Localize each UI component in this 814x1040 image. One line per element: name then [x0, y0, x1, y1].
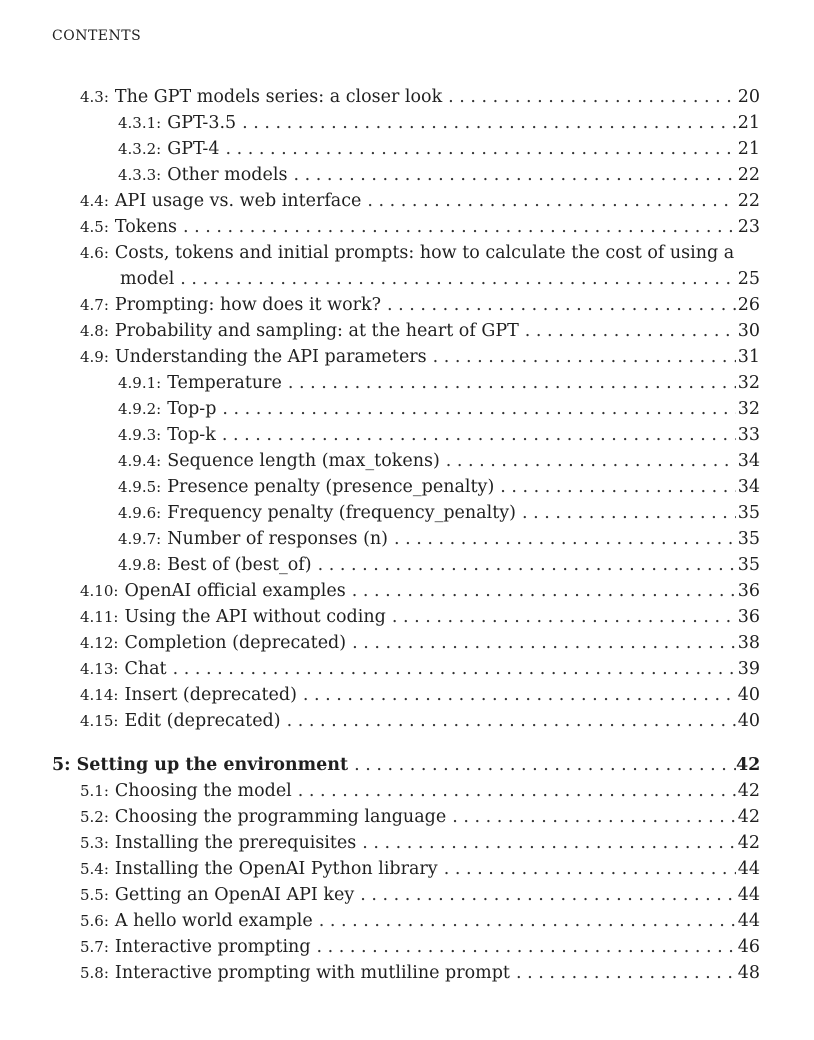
- toc-entry-5-5[interactable]: [52, 882, 760, 908]
- toc-entry-4-15[interactable]: [52, 708, 760, 734]
- entry-page: 42: [737, 781, 760, 801]
- entry-line-1: [80, 240, 760, 266]
- toc-entry-4-3-2[interactable]: [52, 136, 760, 162]
- entry-page: 25: [737, 269, 760, 289]
- entry-page: 32: [737, 373, 760, 393]
- entry-page: 33: [737, 425, 760, 445]
- entry-page: 35: [737, 555, 760, 575]
- entry-number: 5.8:: [80, 964, 109, 982]
- entry-page: 34: [737, 477, 760, 497]
- toc-entry-5-3[interactable]: [52, 830, 760, 856]
- entry-page: 42: [736, 755, 761, 775]
- dot-leader: [381, 292, 736, 318]
- dot-leader: [442, 84, 736, 110]
- entry-number: 4.9.8:: [118, 556, 162, 574]
- dot-leader: [313, 908, 736, 934]
- toc-entry-4-13[interactable]: [52, 656, 760, 682]
- entry-line-2: [80, 266, 760, 292]
- entry-title: Understanding the API parameters: [114, 347, 427, 367]
- entry-page: 42: [737, 833, 760, 853]
- entry-number: 4.3.3:: [118, 166, 162, 184]
- entry-page: 23: [737, 217, 760, 237]
- dot-leader: [510, 960, 736, 986]
- toc-entry-4-6[interactable]: [52, 240, 760, 292]
- entry-title: Sequence length (max_tokens): [167, 451, 440, 471]
- toc-entry-5-2[interactable]: [52, 804, 760, 830]
- entry-page: 38: [737, 633, 760, 653]
- entry-title: API usage vs. web interface: [114, 191, 362, 211]
- toc-entry-4-9-8[interactable]: [52, 552, 760, 578]
- entry-title: Tokens: [114, 217, 177, 237]
- toc-entry-5-4[interactable]: [52, 856, 760, 882]
- dot-leader: [446, 804, 736, 830]
- entry-title: Completion (deprecated): [124, 633, 347, 653]
- entry-number: 4.3.1:: [118, 114, 162, 132]
- entry-page: 30: [737, 321, 760, 341]
- entry-page: 22: [737, 191, 760, 211]
- dot-leader: [281, 708, 736, 734]
- toc-entry-4-5[interactable]: [52, 214, 760, 240]
- entry-page: 21: [737, 139, 760, 159]
- entry-number: 5.6:: [80, 912, 109, 930]
- toc-entry-5-8[interactable]: [52, 960, 760, 986]
- toc-entry-4-14[interactable]: [52, 682, 760, 708]
- entry-number: 5.4:: [80, 860, 109, 878]
- entry-page: 36: [737, 607, 760, 627]
- entry-number: 4.9.5:: [118, 478, 162, 496]
- entry-page: 21: [737, 113, 760, 133]
- entry-number: 4.9.1:: [118, 374, 162, 392]
- entry-page: 31: [737, 347, 760, 367]
- entry-number: 4.3.2:: [118, 140, 162, 158]
- entry-number: 4.4:: [80, 192, 109, 210]
- dot-leader: [440, 448, 736, 474]
- entry-title: Getting an OpenAI API key: [114, 885, 355, 905]
- entry-number: 4.5:: [80, 218, 109, 236]
- dot-leader: [438, 856, 736, 882]
- entry-title: Insert (deprecated): [124, 685, 297, 705]
- entry-number: 4.11:: [80, 608, 119, 626]
- entry-page: 35: [737, 503, 760, 523]
- table-of-contents: [52, 84, 760, 986]
- entry-title: Setting up the environment: [76, 755, 349, 775]
- dot-leader: [346, 578, 736, 604]
- entry-title: Probability and sampling: at the heart of GPT: [114, 321, 519, 341]
- entry-number: 5.7:: [80, 938, 109, 956]
- entry-title: The GPT models series: a closer look: [114, 87, 443, 107]
- dot-leader: [216, 422, 736, 448]
- dot-leader: [292, 778, 736, 804]
- chapter-gap: [52, 734, 760, 752]
- entry-title: OpenAI official examples: [124, 581, 346, 601]
- running-head: CONTENTS: [52, 28, 142, 44]
- toc-entry-4-9-2[interactable]: [52, 396, 760, 422]
- entry-page: 35: [737, 529, 760, 549]
- entry-page: 22: [737, 165, 760, 185]
- entry-title: Installing the OpenAI Python library: [114, 859, 438, 879]
- entry-title: Frequency penalty (frequency_penalty): [167, 503, 516, 523]
- entry-page: 40: [737, 685, 760, 705]
- entry-title: Choosing the programming language: [114, 807, 447, 827]
- entry-page: 36: [737, 581, 760, 601]
- toc-entry-4-3-1[interactable]: [52, 110, 760, 136]
- toc-entry-5-7[interactable]: [52, 934, 760, 960]
- entry-title-line-2: model: [120, 269, 175, 289]
- entry-number: 4.9:: [80, 348, 109, 366]
- entry-page: 39: [737, 659, 760, 679]
- entry-number: 4.9.2:: [118, 400, 162, 418]
- entry-page: 26: [737, 295, 760, 315]
- entry-number: 5.2:: [80, 808, 109, 826]
- dot-leader: [354, 882, 736, 908]
- entry-title: Interactive prompting: [114, 937, 311, 957]
- entry-number: 4.9.7:: [118, 530, 162, 548]
- dot-leader: [388, 526, 736, 552]
- entry-number: 5.3:: [80, 834, 109, 852]
- entry-number: 4.7:: [80, 296, 109, 314]
- entry-number: 4.13:: [80, 660, 119, 678]
- toc-entry-5-1[interactable]: [52, 778, 760, 804]
- entry-number: 4.10:: [80, 582, 119, 600]
- dot-leader: [427, 344, 736, 370]
- dot-leader: [386, 604, 736, 630]
- dot-leader: [174, 266, 736, 292]
- dot-leader: [236, 110, 736, 136]
- entry-title: Prompting: how does it work?: [114, 295, 382, 315]
- dot-leader: [361, 188, 736, 214]
- toc-entry-4-9[interactable]: [52, 344, 760, 370]
- entry-title: A hello world example: [114, 911, 313, 931]
- dot-leader: [356, 830, 736, 856]
- entry-page: 34: [737, 451, 760, 471]
- entry-title: Other models: [167, 165, 288, 185]
- entry-number: 4.9.6:: [118, 504, 162, 522]
- toc-entry-4-9-4[interactable]: [52, 448, 760, 474]
- entry-number: 4.12:: [80, 634, 119, 652]
- entry-page: 40: [737, 711, 760, 731]
- entry-page: 44: [737, 911, 760, 931]
- entry-title: GPT-3.5: [167, 113, 237, 133]
- entry-number: 4.3:: [80, 88, 109, 106]
- entry-number: 4.9.4:: [118, 452, 162, 470]
- entry-page: 32: [737, 399, 760, 419]
- dot-leader: [348, 752, 736, 778]
- dot-leader: [311, 934, 736, 960]
- toc-entry-4-9-6[interactable]: [52, 500, 760, 526]
- entry-title: GPT-4: [167, 139, 220, 159]
- dot-leader: [167, 656, 736, 682]
- dot-leader: [346, 630, 736, 656]
- dot-leader: [519, 318, 736, 344]
- entry-title: Number of responses (n): [167, 529, 388, 549]
- dot-leader: [282, 370, 736, 396]
- entry-title: Best of (best_of): [167, 555, 312, 575]
- toc-entry-4-12[interactable]: [52, 630, 760, 656]
- dot-leader: [216, 396, 736, 422]
- entry-title: Top-k: [167, 425, 216, 445]
- toc-entry-4-9-1[interactable]: [52, 370, 760, 396]
- toc-entry-4-9-5[interactable]: [52, 474, 760, 500]
- entry-title: Using the API without coding: [124, 607, 386, 627]
- toc-entry-4-7[interactable]: [52, 292, 760, 318]
- entry-page: 20: [737, 87, 760, 107]
- entry-page: 44: [737, 859, 760, 879]
- entry-number: 5.5:: [80, 886, 109, 904]
- entry-number: 4.15:: [80, 712, 119, 730]
- toc-entry-4-10[interactable]: [52, 578, 760, 604]
- entry-title: Presence penalty (presence_penalty): [167, 477, 495, 497]
- toc-entry-4-3-3[interactable]: [52, 162, 760, 188]
- entry-title-line-1: Costs, tokens and initial prompts: how to calculate the cost of using a: [114, 243, 735, 263]
- entry-title: Edit (deprecated): [124, 711, 281, 731]
- entry-title: Interactive prompting with mutliline prompt: [114, 963, 510, 983]
- toc-entry-5-6[interactable]: [52, 908, 760, 934]
- dot-leader: [516, 500, 736, 526]
- entry-number: 4.14:: [80, 686, 119, 704]
- dot-leader: [494, 474, 736, 500]
- entry-number: 5:: [52, 755, 71, 775]
- entry-title: Temperature: [167, 373, 282, 393]
- dot-leader: [287, 162, 736, 188]
- entry-page: 48: [737, 963, 760, 983]
- dot-leader: [177, 214, 736, 240]
- toc-entry-4-9-7[interactable]: [52, 526, 760, 552]
- toc-entry-4-8[interactable]: [52, 318, 760, 344]
- toc-entry-4-9-3[interactable]: [52, 422, 760, 448]
- entry-title: Choosing the model: [114, 781, 292, 801]
- toc-entry-4-3[interactable]: [52, 84, 760, 110]
- entry-title: Top-p: [167, 399, 217, 419]
- entry-number: 5.1:: [80, 782, 109, 800]
- dot-leader: [312, 552, 736, 578]
- dot-leader: [219, 136, 736, 162]
- dot-leader: [297, 682, 736, 708]
- entry-number: 4.6:: [80, 244, 109, 262]
- entry-title: Chat: [124, 659, 167, 679]
- toc-entry-chapter-5[interactable]: [52, 752, 760, 778]
- toc-entry-4-4[interactable]: [52, 188, 760, 214]
- entry-page: 42: [737, 807, 760, 827]
- entry-page: 44: [737, 885, 760, 905]
- toc-entry-4-11[interactable]: [52, 604, 760, 630]
- entry-title: Installing the prerequisites: [114, 833, 357, 853]
- entry-page: 46: [737, 937, 760, 957]
- entry-number: 4.8:: [80, 322, 109, 340]
- entry-number: 4.9.3:: [118, 426, 162, 444]
